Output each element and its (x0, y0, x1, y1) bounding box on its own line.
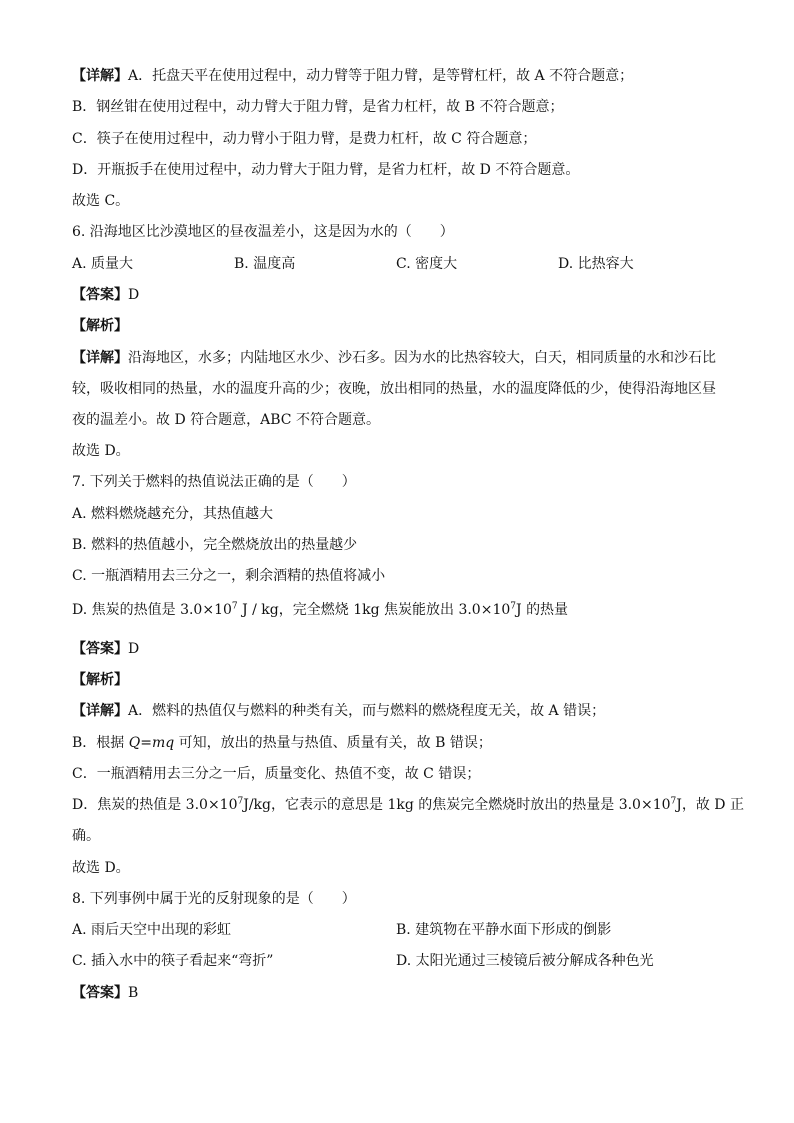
q5-detail-c: C．筷子在使用过程中，动力臂小于阻力臂，是费力杠杆，故 C 符合题意； (72, 131, 537, 147)
q6-option-b: B. 温度高 (234, 256, 296, 272)
q8-answer: 【答案】B (72, 985, 139, 1001)
q8-stem: 8. 下列事例中属于光的反射现象的是（ ） (72, 891, 356, 907)
q7-choose: 故选 D。 (72, 860, 130, 876)
q7-detail-a: 【详解】A．燃料的热值仅与燃料的种类有关，而与燃料的燃烧程度无关，故 A 错误； (72, 703, 606, 719)
q7-analysis-tag: 【解析】 (72, 672, 128, 688)
q6-choose: 故选 D。 (72, 443, 130, 459)
q6-stem: 6. 沿海地区比沙漠地区的昼夜温差小，这是因为水的（ ） (72, 224, 454, 240)
q8-option-d: D. 太阳光通过三棱镜后被分解成各种色光 (396, 953, 654, 969)
q5-choose: 故选 C。 (72, 193, 130, 209)
q8-option-c: C. 插入水中的筷子看起来“弯折” (72, 953, 274, 969)
q7-stem: 7. 下列关于燃料的热值说法正确的是（ ） (72, 474, 356, 490)
q6-detail-1: 【详解】沿海地区，水多；内陆地区水少、沙石多。因为水的比热容较大，白天，相同质量的水和沙石比 (72, 350, 716, 366)
q7-detail-d: D．焦炭的热值是 $3.0\times 10^7J/kg$，它表示的意思是 1kg 的焦炭完全燃烧时放出的热量是 $3.0\times 10^7J$，故 D 正 (72, 796, 744, 813)
q7-answer: 【答案】D (72, 641, 140, 657)
q6-detail-2: 较，吸收相同的热量，水的温度升高的少；夜晚，放出相同的热量，水的温度降低的少，使得沿海地区昼 (72, 381, 716, 397)
q6-answer: 【答案】D (72, 287, 140, 303)
detail-tag: 【详解】 (72, 68, 128, 84)
q7-option-b: B. 燃料的热值越小，完全燃烧放出的热量越少 (72, 537, 358, 553)
q6-option-c: C. 密度大 (396, 256, 458, 272)
q7-detail-d-cont: 确。 (72, 828, 100, 844)
q7-option-a: A. 燃料燃烧越充分，其热值越大 (72, 506, 274, 522)
q5-detail-d: D．开瓶扳手在使用过程中，动力臂大于阻力臂，是省力杠杆，故 D 不符合题意。 (72, 162, 580, 178)
q5-detail-b: B．钢丝钳在使用过程中，动力臂大于阻力臂，是省力杠杆，故 B 不符合题意； (72, 99, 564, 115)
q8-option-a: A. 雨后天空中出现的彩虹 (72, 922, 232, 938)
q5-detail-a: 【详解】A．托盘天平在使用过程中，动力臂等于阻力臂，是等臂杠杆，故 A 不符合题意； (72, 68, 634, 84)
q6-option-a: A. 质量大 (72, 256, 134, 272)
q6-option-d: D. 比热容大 (558, 256, 634, 272)
q7-detail-c: C．一瓶酒精用去三分之一后，质量变化、热值不变，故 C 错误； (72, 766, 481, 782)
q7-option-c: C. 一瓶酒精用去三分之一，剩余酒精的热值将减小 (72, 568, 386, 584)
q7-option-d: D. 焦炭的热值是 $3.0\times 10^7$ J / kg，完全燃烧 1kg 焦炭能放出 $3.0\times 10^7J$ 的热量 (72, 601, 569, 618)
q8-option-b: B. 建筑物在平静水面下形成的倒影 (396, 922, 612, 938)
formula: Q=mq (128, 735, 175, 751)
q7-detail-b: B．根据 Q=mq 可知，放出的热量与热值、质量有关，故 B 错误； (72, 735, 492, 751)
q6-detail-3: 夜的温差小。故 D 符合题意，ABC 不符合题意。 (72, 412, 380, 428)
q6-analysis-tag: 【解析】 (72, 318, 128, 334)
